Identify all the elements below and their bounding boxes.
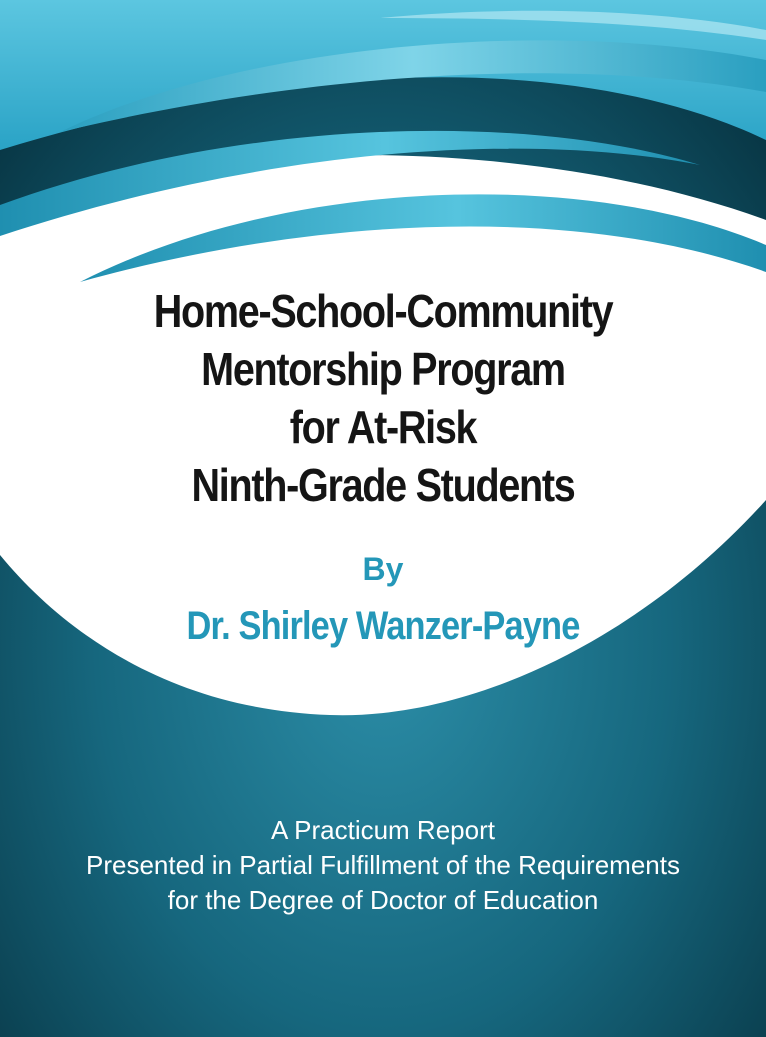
- book-title: [0, 282, 766, 514]
- subtitle-line-3: for the Degree of Doctor of Education: [167, 885, 599, 915]
- title-line-1: Home-School-Community: [153, 285, 613, 337]
- report-description: [0, 813, 766, 918]
- author-name: Dr. Shirley Wanzer-Payne: [186, 604, 580, 648]
- subtitle-line-2: Presented in Partial Fulfillment of the Requirements: [86, 850, 680, 880]
- byline: By: [362, 551, 404, 587]
- subtitle-line-1: A Practicum Report: [271, 815, 495, 845]
- title-line-2: Mentorship Program: [201, 343, 565, 395]
- title-line-3: for At-Risk: [289, 401, 477, 453]
- title-line-4: Ninth-Grade Students: [191, 459, 575, 511]
